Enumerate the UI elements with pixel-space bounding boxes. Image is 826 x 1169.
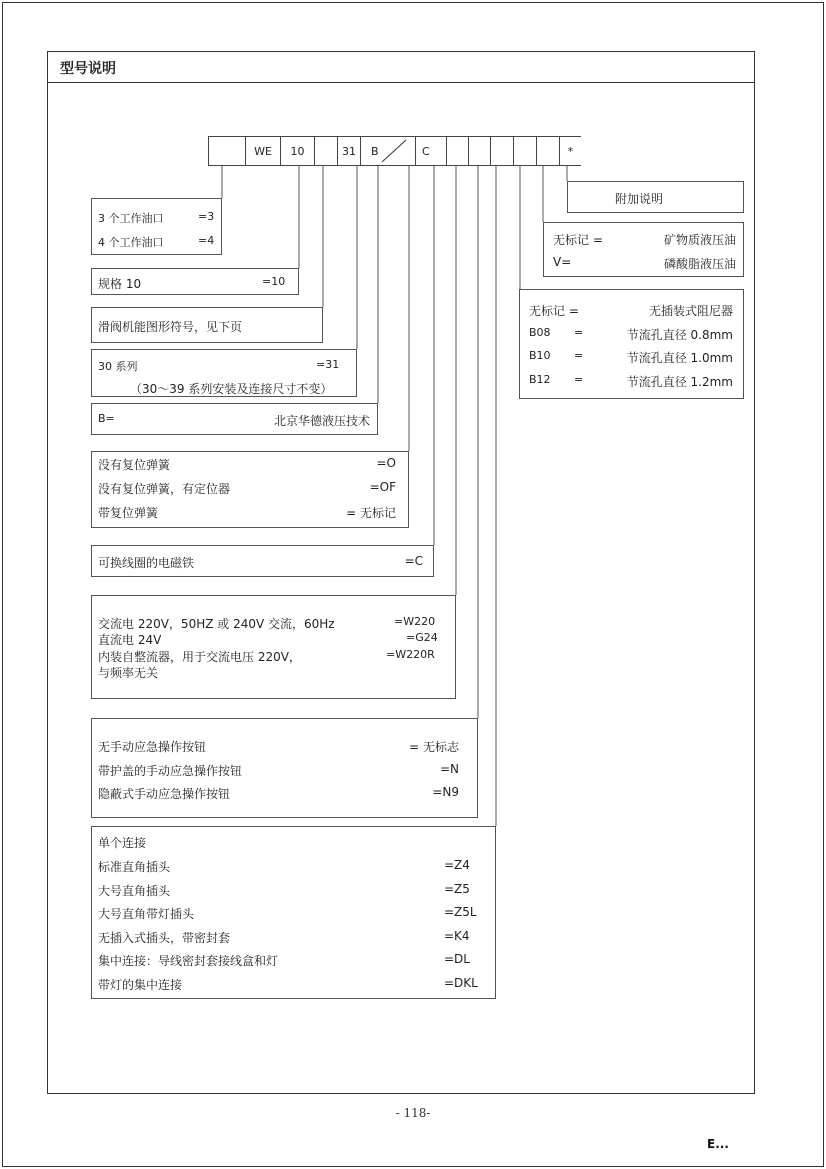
manual-label: 带护盖的手动应急操作按钮 — [98, 764, 243, 778]
connection-value: =K4 — [444, 929, 470, 943]
series-note: （30～39 系列安装及连接尺寸不变） — [130, 382, 333, 396]
size-box — [91, 268, 299, 295]
footer-mark: E... — [707, 1137, 729, 1151]
spring-value: =OF — [369, 480, 396, 494]
connection-label: 无插入式插头，带密封套 — [98, 931, 231, 945]
series-box — [91, 349, 357, 397]
spring-value: = 无标记 — [346, 506, 396, 520]
spring-box — [91, 451, 409, 528]
manual-value: =N9 — [432, 785, 459, 799]
manual-label: 隐蔽式手动应急操作按钮 — [98, 787, 231, 801]
connection-label: 标准直角插头 — [98, 860, 171, 874]
manual-value: = 无标志 — [409, 740, 459, 754]
symbol-box — [91, 307, 323, 343]
accessory-label: 附加说明 — [615, 192, 664, 206]
coil-label: 可换线圈的电磁铁 — [98, 556, 195, 570]
connection-value: =Z5 — [444, 882, 470, 896]
ports-value: =4 — [198, 234, 215, 247]
voltage-label: 交流电 220V，50HZ 或 240V 交流，60Hz — [98, 617, 335, 631]
spring-label: 没有复位弹簧，有定位器 — [98, 482, 231, 496]
connection-label: 集中连接：导线密封套接线盒和灯 — [98, 954, 279, 968]
manual-label: 无手动应急操作按钮 — [98, 740, 207, 754]
page-title: 型号说明 — [60, 61, 116, 77]
damper-eq: = — [574, 326, 584, 339]
damper-value: 节流孔直径 0.8mm — [626, 328, 733, 342]
damper-value: 节流孔直径 1.0mm — [626, 351, 733, 365]
damper-code: B08 — [529, 326, 551, 339]
voltage-label: 内装自整流器，用于交流电压 220V， — [98, 650, 301, 664]
voltage-label: 直流电 24V — [98, 633, 162, 647]
fluid-value: 磷酸脂液压油 — [663, 257, 736, 271]
connection-value: =Z5L — [444, 905, 477, 919]
accessory-box — [567, 181, 744, 213]
damper-value: 无插装式阻尼器 — [648, 304, 733, 318]
page-number: - 118- — [395, 1106, 431, 1120]
connection-value: =DKL — [444, 976, 478, 990]
code-cell: B — [360, 136, 392, 166]
damper-eq: = — [574, 373, 584, 386]
series-label: 30 系列 — [98, 360, 138, 373]
manual-box — [91, 718, 478, 818]
damper-box — [519, 289, 744, 399]
voltage-value: =W220R — [386, 648, 435, 661]
spring-label: 带复位弹簧 — [98, 506, 159, 520]
damper-code: B10 — [529, 349, 551, 362]
connection-heading: 单个连接 — [98, 836, 147, 850]
size-label: 规格 10 — [98, 277, 142, 291]
code-cell: C — [415, 136, 446, 166]
maker-box — [91, 403, 378, 435]
ports-box — [91, 198, 222, 255]
spring-value: =O — [376, 456, 396, 470]
fluid-label: V= — [553, 255, 572, 269]
code-cell: * — [559, 136, 581, 166]
voltage-value: =W220 — [394, 615, 436, 628]
connection-label: 大号直角插头 — [98, 884, 171, 898]
series-value: =31 — [316, 358, 340, 371]
code-cell: 31 — [337, 136, 360, 166]
fluid-value: 矿物质液压油 — [663, 233, 736, 247]
coil-box — [91, 545, 434, 577]
maker-label: B= — [98, 412, 115, 425]
ports-label: 4 个工作油口 — [98, 236, 164, 249]
size-value: =10 — [262, 275, 286, 288]
connection-value: =DL — [444, 952, 470, 966]
maker-value: 北京华德液压技术 — [273, 414, 370, 428]
connection-box — [91, 826, 496, 999]
damper-label: 无标记 = — [529, 304, 579, 318]
voltage-box — [91, 595, 456, 699]
spring-label: 没有复位弹簧 — [98, 458, 171, 472]
ports-value: =3 — [198, 210, 215, 223]
fluid-label: 无标记 = — [553, 233, 603, 247]
coil-value: =C — [404, 554, 423, 568]
code-cell: WE — [245, 136, 280, 166]
code-cell: 10 — [280, 136, 314, 166]
symbol-label: 滑阀机能图形符号，见下页 — [98, 320, 243, 334]
damper-code: B12 — [529, 373, 551, 386]
fluid-box — [543, 222, 744, 277]
voltage-label: 与频率无关 — [98, 666, 159, 680]
damper-value: 节流孔直径 1.2mm — [626, 375, 733, 389]
connection-value: =Z4 — [444, 858, 470, 872]
connection-label: 大号直角带灯插头 — [98, 907, 195, 921]
ports-label: 3 个工作油口 — [98, 212, 164, 225]
damper-eq: = — [574, 349, 584, 362]
voltage-value: =G24 — [406, 631, 438, 644]
manual-value: =N — [439, 762, 459, 776]
connection-label: 带灯的集中连接 — [98, 978, 183, 992]
